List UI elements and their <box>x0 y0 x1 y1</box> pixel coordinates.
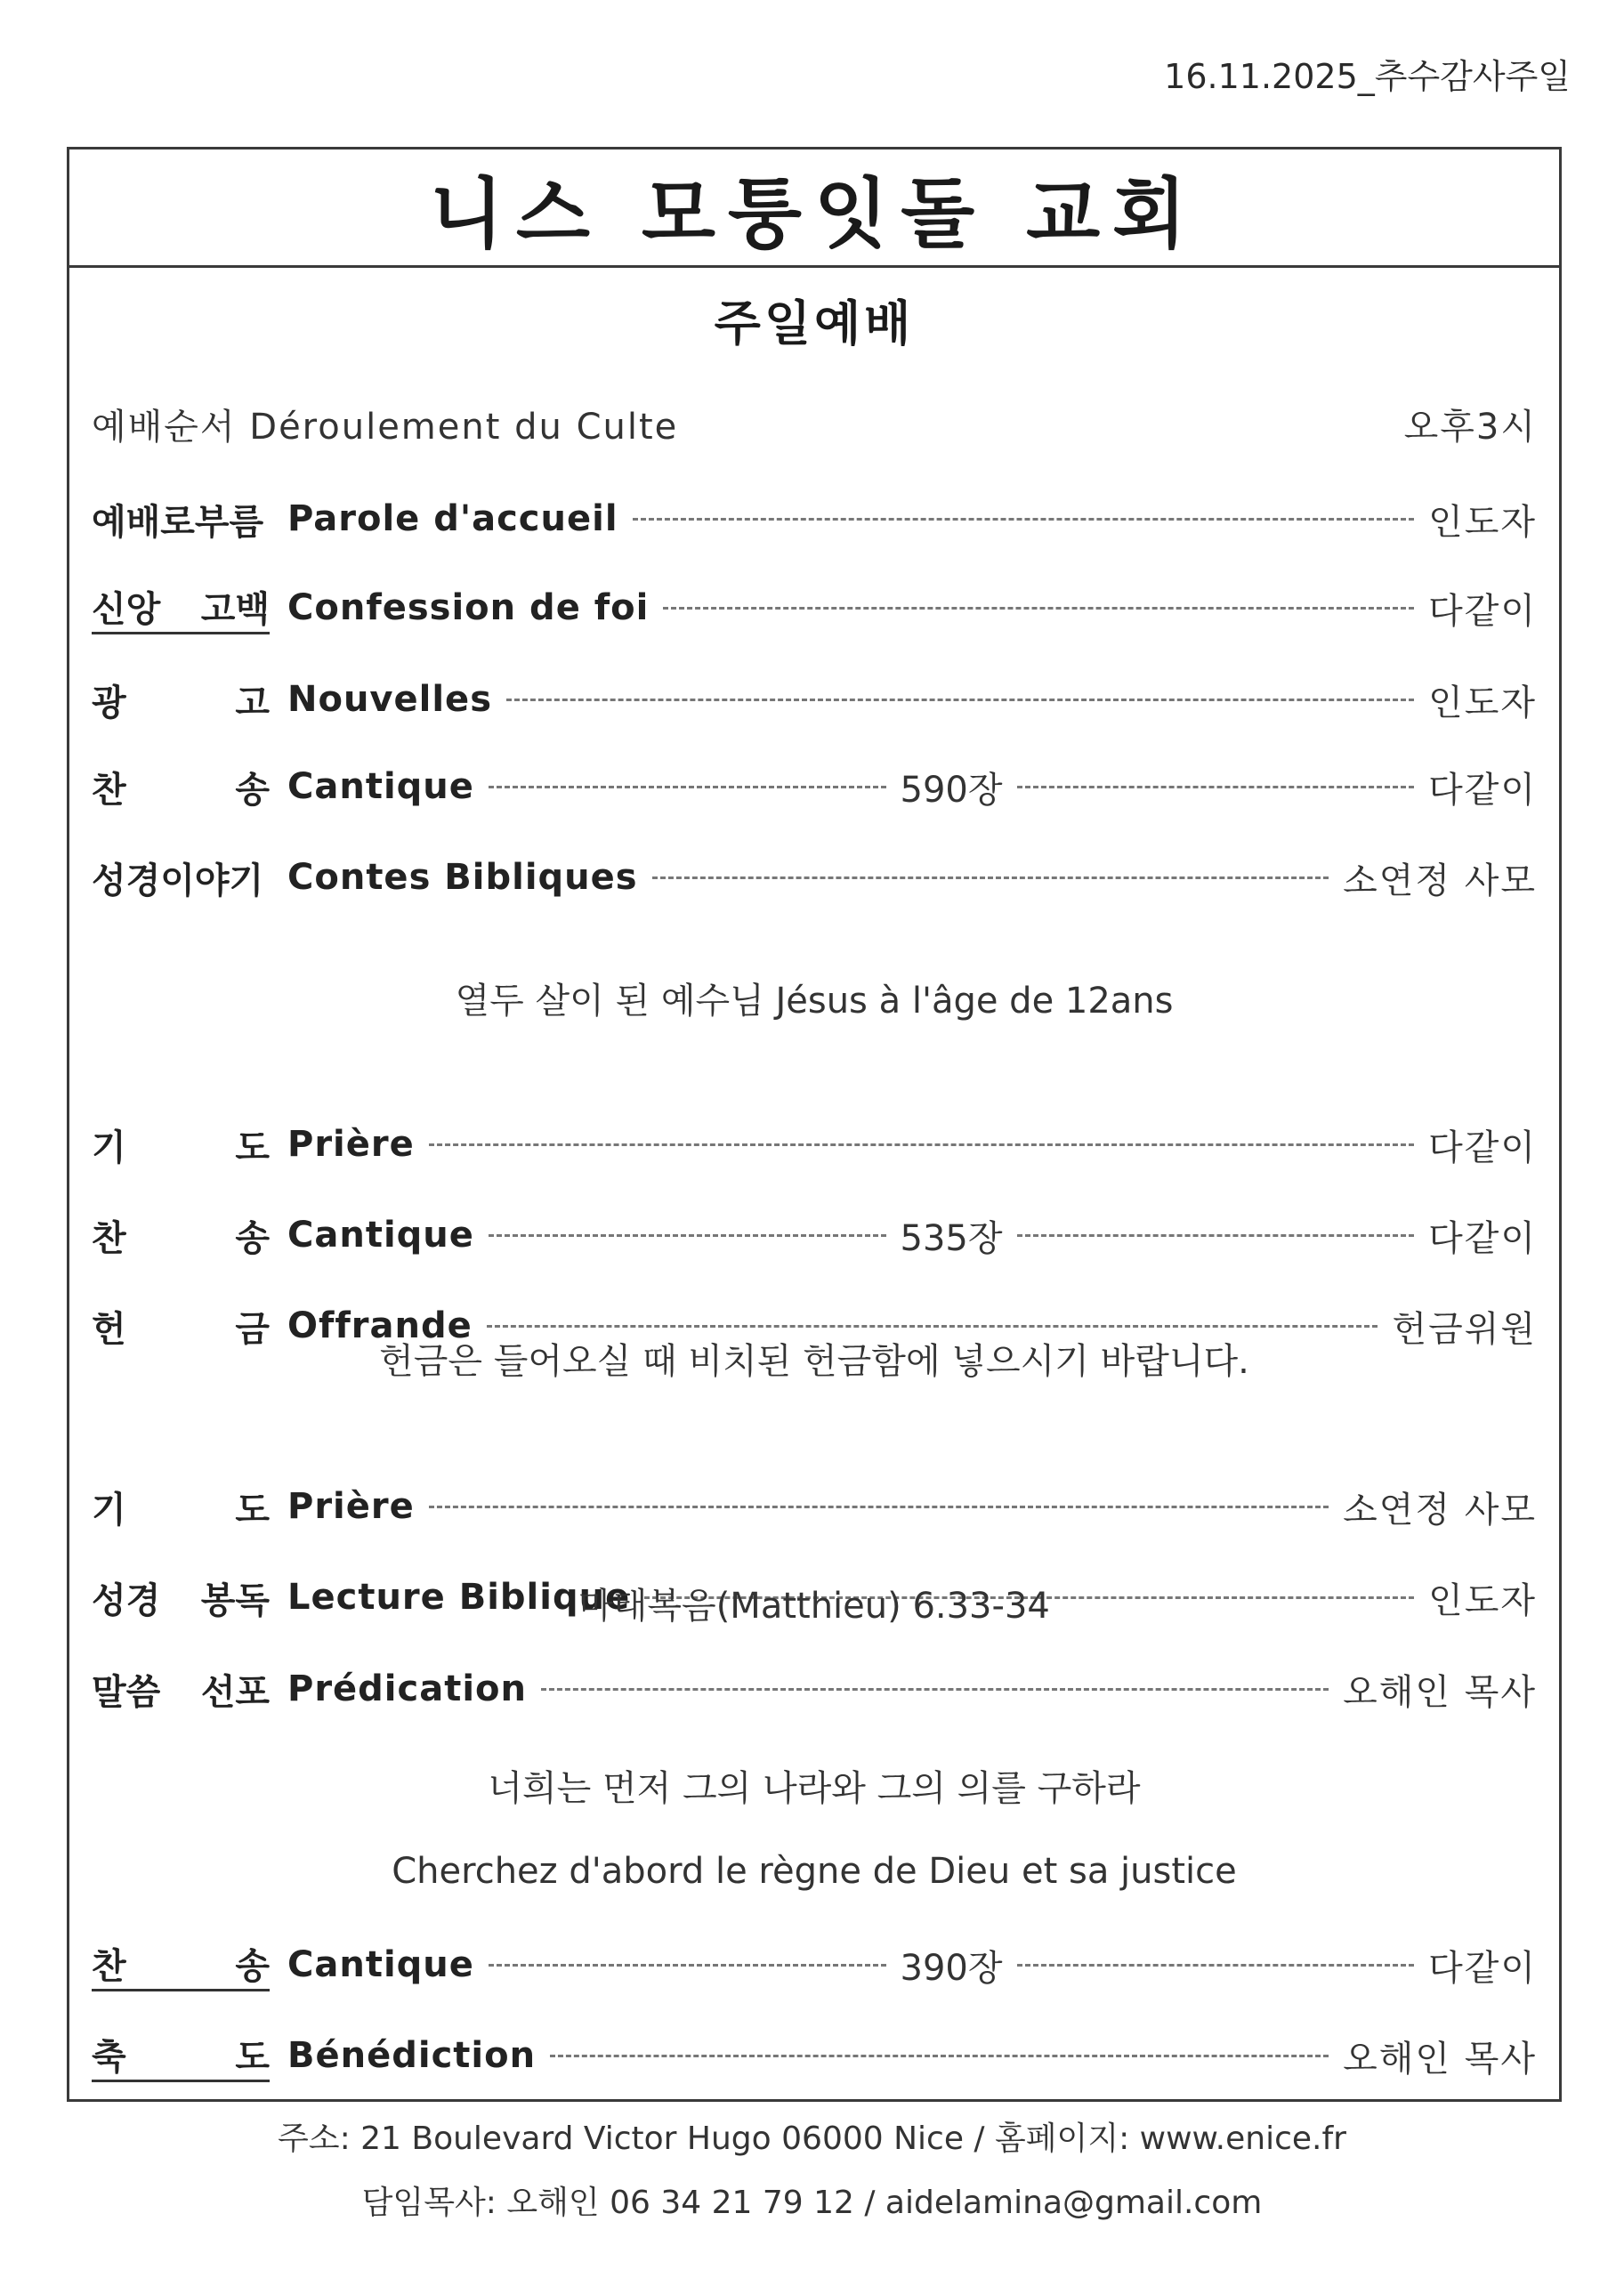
order-row-korean-label <box>92 494 270 545</box>
korean-label-part1: 축 <box>92 2037 126 2078</box>
sermon-note-fr: Cherchez d'abord le règne de Dieu et sa justice <box>392 1851 1237 1892</box>
order-row <box>92 673 1537 726</box>
korean-label-part1: 찬 <box>92 769 126 811</box>
order-row-korean-label <box>92 675 270 725</box>
dotted-leader <box>663 607 1414 610</box>
hymn-number: 535장 <box>900 1217 1003 1259</box>
order-header <box>92 399 1537 449</box>
order-row-leader: 인도자 <box>1428 682 1537 723</box>
date-line: 16.11.2025_추수감사주일 <box>1164 57 1571 96</box>
order-row-french-label: Cantique <box>287 1944 474 1985</box>
dotted-leader <box>429 1143 1414 1146</box>
korean-label-part2: 고백 <box>200 589 270 630</box>
order-row-french-label: Cantique <box>287 766 474 807</box>
order-row-leader: 소연정 사모 <box>1343 860 1537 901</box>
hymn-number: 390장 <box>900 1947 1003 1989</box>
korean-label-part1: 예배로부름 <box>92 501 264 543</box>
order-row-korean-label <box>92 762 270 812</box>
korean-label-part1: 기 <box>92 1127 126 1168</box>
hymn-number: 590장 <box>900 769 1003 811</box>
dotted-leader <box>652 876 1329 879</box>
order-row-french-label: Offrande <box>287 1305 473 1346</box>
order-row <box>92 851 1537 904</box>
order-row-french-label: Lecture Biblique <box>287 1577 631 1618</box>
sermon-note-kr: 너희는 먼저 그의 나라와 그의 의를 구하라 <box>488 1768 1141 1809</box>
story-note: 열두 살이 된 예수님 Jésus à l'âge de 12ans <box>455 981 1174 1022</box>
korean-label-part2: 고 <box>235 682 270 723</box>
korean-label-part1: 광 <box>92 682 126 723</box>
order-row-korean-label <box>92 581 270 634</box>
korean-label-part1: 성경 <box>92 1579 161 1621</box>
korean-label-part1: 찬 <box>92 1946 126 1987</box>
order-row-french-label: Bénédiction <box>287 2035 537 2076</box>
order-row-leader: 다같이 <box>1428 769 1538 811</box>
order-row-french-label: Prière <box>287 1486 415 1527</box>
dotted-leader <box>489 786 886 788</box>
order-row-leader: 오해인 목사 <box>1343 1671 1537 1713</box>
service-subtitle: 주일예배 <box>714 295 915 351</box>
order-row-french-label: Cantique <box>287 1215 474 1256</box>
order-row-leader: 헌금위원 <box>1392 1308 1537 1350</box>
korean-label-part1: 헌 <box>92 1308 126 1350</box>
order-row-leader: 다같이 <box>1428 1947 1538 1989</box>
korean-label-part2: 송 <box>235 769 270 811</box>
order-row <box>92 1662 1537 1716</box>
order-row-leader: 다같이 <box>1428 1127 1537 1168</box>
order-row-leader: 오해인 목사 <box>1343 2038 1537 2080</box>
dotted-leader <box>1017 1234 1415 1237</box>
dotted-leader <box>541 1688 1329 1691</box>
order-row <box>92 1208 1537 1262</box>
korean-label-part1: 말씀 <box>92 1671 161 1713</box>
korean-label-part2: 도 <box>235 1489 270 1531</box>
order-row-korean-label <box>92 1664 270 1715</box>
order-row <box>92 760 1537 813</box>
order-row <box>92 2029 1537 2082</box>
order-row-leader: 인도자 <box>1428 501 1537 543</box>
order-row-korean-label <box>92 2029 270 2082</box>
order-row-french-label: Contes Bibliques <box>287 857 638 898</box>
order-row-leader: 다같이 <box>1428 590 1537 632</box>
dotted-leader <box>1017 1964 1415 1967</box>
order-row-french-label: Nouvelles <box>287 679 492 720</box>
korean-label-part1: 기 <box>92 1489 126 1531</box>
order-row-french-label: Confession de foi <box>287 587 650 628</box>
service-time: 오후3시 <box>1403 407 1537 448</box>
korean-label-part2: 도 <box>235 2037 270 2078</box>
order-row <box>92 581 1537 634</box>
order-label: 예배순서 Déroulement du Culte <box>92 407 679 448</box>
korean-label-part2: 송 <box>235 1217 270 1259</box>
order-row <box>92 1480 1537 1533</box>
dotted-leader <box>633 518 1415 521</box>
order-row-french-label: Prière <box>287 1124 415 1165</box>
order-row <box>92 1118 1537 1171</box>
korean-label-part2: 선포 <box>200 1671 270 1713</box>
dotted-leader <box>506 699 1414 701</box>
footer-pastor: 담임목사: 오해인 06 34 21 79 12 / aidelamina@gmail.com <box>361 2185 1263 2221</box>
offering-note: 헌금은 들어오실 때 비치된 헌금함에 넣으시기 바랍니다. <box>379 1341 1249 1382</box>
korean-label-part2: 도 <box>235 1127 270 1168</box>
order-row-korean-label <box>92 1482 270 1532</box>
footer-address: 주소: 21 Boulevard Victor Hugo 06000 Nice / 홈페이지: www.enice.fr <box>278 2120 1346 2157</box>
dotted-leader <box>489 1964 886 1967</box>
order-row-french-label: Prédication <box>287 1668 528 1709</box>
order-row-korean-label <box>92 1210 270 1261</box>
dotted-leader <box>429 1506 1329 1508</box>
order-row-korean-label <box>92 1119 270 1170</box>
korean-label-part1: 찬 <box>92 1217 126 1259</box>
korean-label-part2: 봉독 <box>200 1579 270 1621</box>
order-row-korean-label <box>92 852 270 903</box>
bulletin-frame <box>67 147 1562 2102</box>
order-row-korean-label <box>92 1938 270 1991</box>
dotted-leader <box>489 1234 886 1237</box>
order-row-leader: 인도자 <box>1428 1579 1537 1621</box>
order-row-leader: 소연정 사모 <box>1343 1489 1537 1531</box>
korean-label-part1: 성경이야기 <box>92 860 264 901</box>
order-row-french-label: Parole d'accueil <box>287 498 618 539</box>
dotted-leader <box>550 2055 1329 2057</box>
church-title: 니스 모퉁잇돌 교회 <box>429 170 1200 259</box>
korean-label-part1: 신앙 <box>92 589 161 630</box>
order-row <box>92 1938 1537 1991</box>
korean-label-part2: 송 <box>235 1946 270 1987</box>
korean-label-part2: 금 <box>235 1308 270 1350</box>
dotted-leader <box>1017 786 1415 788</box>
order-row <box>92 492 1537 545</box>
title-box <box>69 149 1559 268</box>
reading-note: 마태복음(Matthieu) 6.33-34 <box>578 1586 1050 1627</box>
order-row-leader: 다같이 <box>1428 1217 1538 1259</box>
dotted-leader <box>487 1325 1378 1328</box>
